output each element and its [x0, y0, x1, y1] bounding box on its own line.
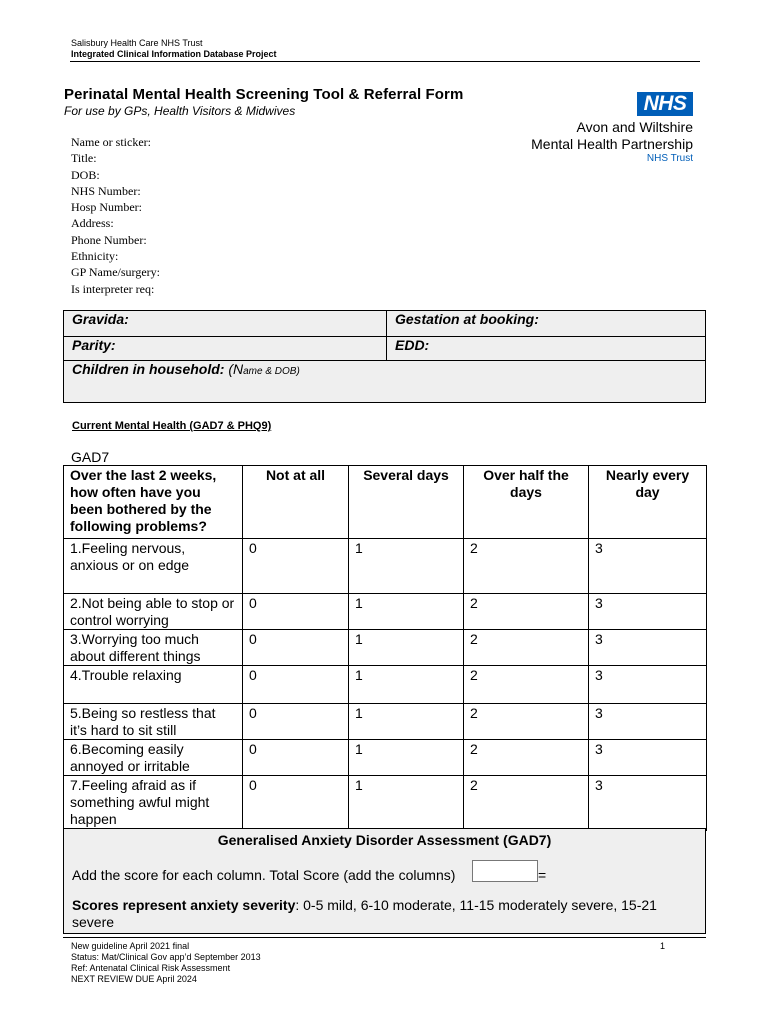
children-hint: ame & DOB): [243, 366, 300, 377]
gad7-question: 5.Being so restless that it’s hard to sit still: [64, 704, 243, 740]
score-option[interactable]: 2: [464, 704, 589, 740]
gad7-summary-title: Generalised Anxiety Disorder Assessment (GAD7): [217, 832, 552, 848]
score-option[interactable]: 0: [243, 776, 349, 831]
gad7-header-not-at-all: Not at all: [243, 466, 349, 539]
gad7-table: [63, 465, 707, 831]
table-row: [64, 539, 707, 594]
field-ethnicity: Ethnicity:: [71, 249, 119, 264]
score-option[interactable]: 1: [349, 776, 464, 831]
score-option[interactable]: 3: [589, 666, 707, 704]
children-cell[interactable]: [64, 361, 706, 403]
children-label: Children in household:: [72, 361, 225, 377]
score-option[interactable]: 2: [464, 776, 589, 831]
parity-cell[interactable]: Parity:: [64, 337, 387, 361]
gad7-summary: [63, 828, 706, 934]
total-score-input[interactable]: [472, 860, 538, 882]
pregnancy-info-table: [63, 310, 706, 403]
score-option[interactable]: 1: [349, 539, 464, 594]
gad7-question: 1.Feeling nervous, anxious or on edge: [64, 539, 243, 594]
severity-description: [72, 897, 697, 931]
gad7-header-several-days: Several days: [349, 466, 464, 539]
footer-status: Status: Mat/Clinical Gov app’d September 2013: [71, 952, 261, 962]
header-organisation: Salisbury Health Care NHS Trust: [71, 38, 203, 48]
score-option[interactable]: 0: [243, 740, 349, 776]
score-option[interactable]: 3: [589, 704, 707, 740]
score-option[interactable]: 1: [349, 594, 464, 630]
trust-name-line2: Mental Health Partnership: [531, 136, 693, 152]
gad7-question: 3.Worrying too much about different things: [64, 630, 243, 666]
severity-label: Scores represent anxiety severity: [72, 897, 296, 913]
gad7-question: 7.Feeling afraid as if something awful might happen: [64, 776, 243, 831]
footer-review: NEXT REVIEW DUE April 2024: [71, 974, 197, 984]
field-phone: Phone Number:: [71, 232, 147, 247]
footer-divider: [63, 937, 706, 938]
form-subtitle: For use by GPs, Health Visitors & Midwives: [64, 104, 296, 118]
score-option[interactable]: 2: [464, 666, 589, 704]
gad7-header-nearly-every-day: Nearly every day: [589, 466, 707, 539]
table-row: [64, 594, 707, 630]
gad7-question: 4.Trouble relaxing: [64, 666, 243, 704]
total-score-equals: =: [538, 867, 547, 883]
header-project: Integrated Clinical Information Database Project: [71, 49, 277, 59]
field-dob: DOB:: [71, 167, 100, 182]
gravida-cell[interactable]: Gravida:: [64, 311, 387, 337]
field-address: Address:: [71, 216, 114, 231]
gestation-cell[interactable]: Gestation at booking:: [387, 311, 706, 337]
table-row: [64, 666, 707, 704]
field-name: Name or sticker:: [71, 135, 151, 149]
score-option[interactable]: 2: [464, 740, 589, 776]
score-option[interactable]: 0: [243, 666, 349, 704]
table-row: [64, 704, 707, 740]
edd-cell[interactable]: EDD:: [387, 337, 706, 361]
table-row: [64, 776, 707, 831]
score-option[interactable]: 3: [589, 776, 707, 831]
footer: [71, 941, 261, 985]
score-option[interactable]: 3: [589, 594, 707, 630]
score-option[interactable]: 1: [349, 630, 464, 666]
gad7-header-row: [64, 466, 707, 539]
score-option[interactable]: 0: [243, 539, 349, 594]
severity-ranges: : 0-5 mild, 6-10 moderate, 11-15 moderately severe, 15-21 severe: [72, 897, 657, 930]
score-option[interactable]: 0: [243, 704, 349, 740]
score-option[interactable]: 3: [589, 630, 707, 666]
score-option[interactable]: 2: [464, 539, 589, 594]
score-option[interactable]: 2: [464, 630, 589, 666]
table-row: [64, 740, 707, 776]
patient-details: [71, 134, 160, 297]
section-title: Current Mental Health (GAD7 & PHQ9): [72, 420, 272, 432]
table-row: [64, 630, 707, 666]
gad7-question-header: Over the last 2 weeks, how often have you been bothered by the following problems?: [64, 466, 243, 539]
score-option[interactable]: 0: [243, 630, 349, 666]
gad7-question: 6.Becoming easily annoyed or irritable: [64, 740, 243, 776]
score-option[interactable]: 1: [349, 704, 464, 740]
score-option[interactable]: 3: [589, 539, 707, 594]
score-option[interactable]: 0: [243, 594, 349, 630]
footer-guideline: New guideline April 2021 final: [71, 941, 190, 951]
nhs-logo: NHS: [637, 92, 693, 116]
field-hosp-number: Hosp Number:: [71, 200, 142, 215]
total-score-instruction: Add the score for each column. Total Score (add the columns): [72, 867, 456, 883]
score-option[interactable]: 2: [464, 594, 589, 630]
form-title: Perinatal Mental Health Screening Tool & Referral Form: [64, 86, 464, 103]
score-option[interactable]: 1: [349, 740, 464, 776]
gad7-question: 2.Not being able to stop or control worrying: [64, 594, 243, 630]
field-interpreter: Is interpreter req:: [71, 281, 155, 296]
trust-name-line1: Avon and Wiltshire: [576, 119, 693, 135]
footer-ref: Ref: Antenatal Clinical Risk Assessment: [71, 963, 231, 973]
header-divider: [70, 61, 700, 62]
page-number: 1: [660, 941, 666, 951]
score-option[interactable]: 1: [349, 666, 464, 704]
field-gp: GP Name/surgery:: [71, 265, 160, 280]
gad7-header-over-half: Over half the days: [464, 466, 589, 539]
gad7-label: GAD7: [71, 449, 110, 465]
field-nhs-number: NHS Number:: [71, 183, 141, 198]
field-title: Title:: [71, 151, 97, 166]
score-option[interactable]: 3: [589, 740, 707, 776]
children-paren: (N: [224, 361, 244, 377]
trust-name-line3: NHS Trust: [646, 153, 693, 164]
